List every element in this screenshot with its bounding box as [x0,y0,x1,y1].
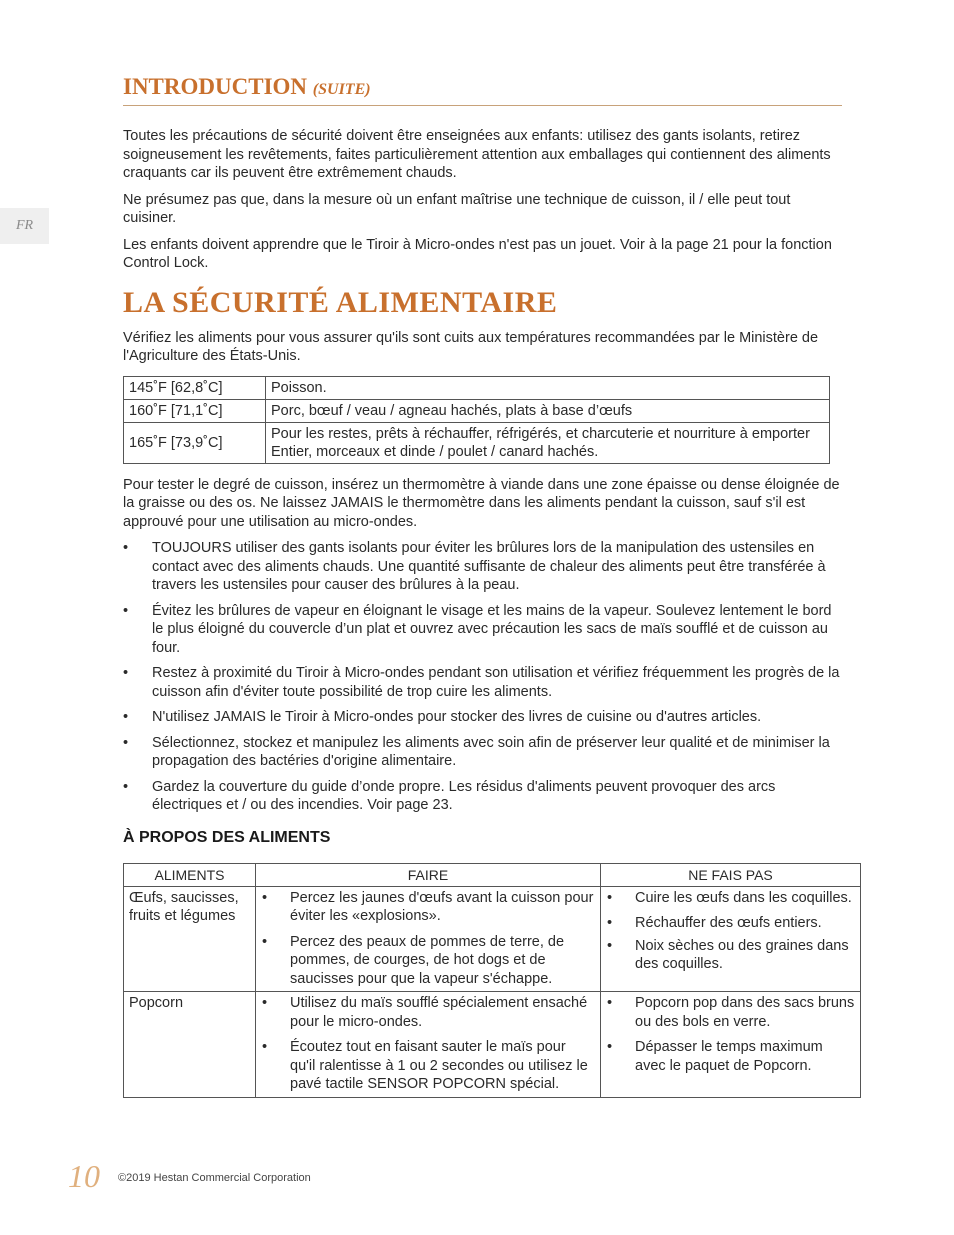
temp-cell: 145˚F [62,8˚C] [124,376,266,399]
table-row [124,376,830,399]
bullet-icon: • [262,995,268,1011]
food-cell: Œufs, saucisses, fruits et légumes [124,886,256,992]
list-item-text: Popcorn pop dans des sacs bruns ou des bols en verre. [635,995,855,1030]
list-item-text: Évitez les brûlures de vapeur en éloignant le visage et les mains de la vapeur. Soulevez lentement le bord le plus éloigné du couvercle d’un plat et ouvrez avec précaution les sacs de maïs soufflé et de cuisson au four. [152,602,832,656]
list-item-text: Écoutez tout en faisant sauter le maïs pour qu'il ralentisse à 1 ou 2 secondes ou utilisez le pavé tactile SENSOR POPCORN spécial. [290,1039,588,1092]
list-item [123,708,841,727]
do-cell [256,992,601,1098]
intro-paragraph: Toutes les précautions de sécurité doivent être enseignées aux enfants: utilisez des gants isolants, retirez soigneusement les revêtements, faites particulièrement attention aux emballages qui contiennent des aliments craquants car ils peuvent être extrêmement chauds. [123,128,831,181]
dont-cell [601,992,861,1098]
list-item-text: Sélectionnez, stockez et manipulez les aliments avec soin afin de préserver leur qualité et de minimiser la propagation des bactéries d'origine alimentaire. [152,734,830,769]
intro-title-suffix: (SUITE) [312,81,371,98]
foods-table [123,863,861,1098]
page-content [123,72,855,1098]
list-item [606,994,855,1031]
list-item-text: Percez des peaux de pommes de terre, de pommes, de courges, de hot dogs et de saucisses pour que la vapeur s'échappe. [290,933,565,987]
bullet-icon: • [123,602,129,619]
list-item [123,602,841,658]
list-item [123,778,841,815]
temp-cell: 160˚F [71,1˚C] [124,399,266,422]
intro-title: INTRODUCTION [123,74,308,99]
food-safety-intro: Vérifiez les aliments pour vous assurer qu'ils sont cuits aux températures recommandées par le Ministère de l'Agriculture des États-Unis. [123,329,819,364]
table-header-row [124,863,861,886]
language-tab: FR [0,208,49,244]
list-item [261,994,595,1031]
bullet-icon: • [607,995,613,1011]
list-item-text: Percez les jaunes d'œufs avant la cuisson pour éviter les «explosions». [290,889,594,924]
bullet-icon: • [123,778,129,795]
dont-cell [601,886,861,992]
list-item [606,937,855,974]
bullet-icon: • [262,933,268,950]
table-row [124,992,861,1098]
temp-cell: 165˚F [73,9˚C] [124,422,266,463]
bullet-icon: • [123,734,129,751]
bullet-icon: • [607,889,613,906]
list-item [261,1038,595,1094]
column-header-foods: ALIMENTS [124,863,256,886]
column-header-do: FAIRE [256,863,601,886]
bullet-icon: • [262,1039,268,1055]
bullet-icon: • [123,665,129,681]
list-item [261,933,595,989]
list-item [123,664,841,701]
bullet-icon: • [607,937,613,954]
table-row [124,422,830,463]
list-item-text: Utilisez du maïs soufflé spécialement ensaché pour le micro-ondes. [290,995,588,1030]
temp-foods-cell: Poisson. [266,376,830,399]
bullet-icon: • [123,709,129,725]
food-cell: Popcorn [124,992,256,1098]
table-row [124,886,861,992]
list-item-text: Restez à proximité du Tiroir à Micro-ondes pendant son utilisation et vérifiez fréquemment les progrès de la cuisson afin d'éviter toute possibilité de trop cuire les aliments. [152,665,840,700]
temp-foods-cell: Pour les restes, prêts à réchauffer, réfrigérés, et charcuterie et nourriture à emporter Entier, morceaux et dinde / poulet / canard hachés. [266,422,830,463]
list-item-text: Noix sèches ou des graines dans des coquilles. [635,937,849,972]
list-item-text: N'utilisez JAMAIS le Tiroir à Micro-ondes pour stocker des livres de cuisine ou d'autres articles. [152,709,762,725]
bullet-icon: • [607,1039,613,1055]
intro-paragraph: Les enfants doivent apprendre que le Tiroir à Micro-ondes n'est pas un jouet. Voir à la page 21 pour la fonction Control Lock. [123,236,832,271]
bullet-icon: • [607,915,613,931]
list-item-text: Réchauffer des œufs entiers. [635,915,822,931]
bullet-icon: • [123,540,129,556]
list-item [123,539,841,595]
page-footer [68,1158,311,1194]
column-header-dont: NE FAIS PAS [601,863,861,886]
copyright-text: ©2019 Hestan Commercial Corporation [118,1172,311,1184]
list-item-text: Cuire les œufs dans les coquilles. [635,889,852,906]
list-item-text: Gardez la couverture du guide d’onde propre. Les résidus d'aliments peuvent provoquer des arcs électriques et / ou des incendies. Voir page 23. [152,778,776,813]
intro-block [123,127,843,273]
temp-foods-cell: Porc, bœuf / veau / agneau hachés, plats à base d’œufs [266,399,830,422]
list-item [261,889,595,926]
list-item-text: Dépasser le temps maximum avec le paquet de Popcorn. [635,1039,823,1074]
bullet-icon: • [262,889,268,906]
list-item [606,914,855,933]
list-item [606,1038,855,1075]
intro-heading [123,72,842,106]
table-row [124,399,830,422]
temperature-table [123,376,830,464]
page-number: 10 [68,1158,100,1194]
intro-paragraph: Ne présumez pas que, dans la mesure où un enfant maîtrise une technique de cuisson, il / elle peut tout cuisiner. [123,191,791,226]
thermometer-paragraph: Pour tester le degré de cuisson, insérez un thermomètre à viande dans une zone épaisse ou dense éloignée de la graisse ou des os. Ne laissez JAMAIS le thermomètre dans les aliments pendant la cuisson, sauf s'il est approuvé pour une utilisation au micro-ondes. [123,476,840,530]
safety-bullet-list [123,539,843,815]
about-foods-title: À PROPOS DES ALIMENTS [123,828,331,846]
list-item [123,734,841,771]
list-item [606,889,855,908]
do-cell [256,886,601,992]
food-safety-title: LA SÉCURITÉ ALIMENTAIRE [123,285,558,319]
list-item-text: TOUJOURS utiliser des gants isolants pour éviter les brûlures lors de la manipulation des ustensiles en contact avec des aliments chauds. Une quantité suffisante de chaleur des aliments peut être transférée à travers les ustensiles pour causer des brûlures à la peau. [152,540,826,593]
